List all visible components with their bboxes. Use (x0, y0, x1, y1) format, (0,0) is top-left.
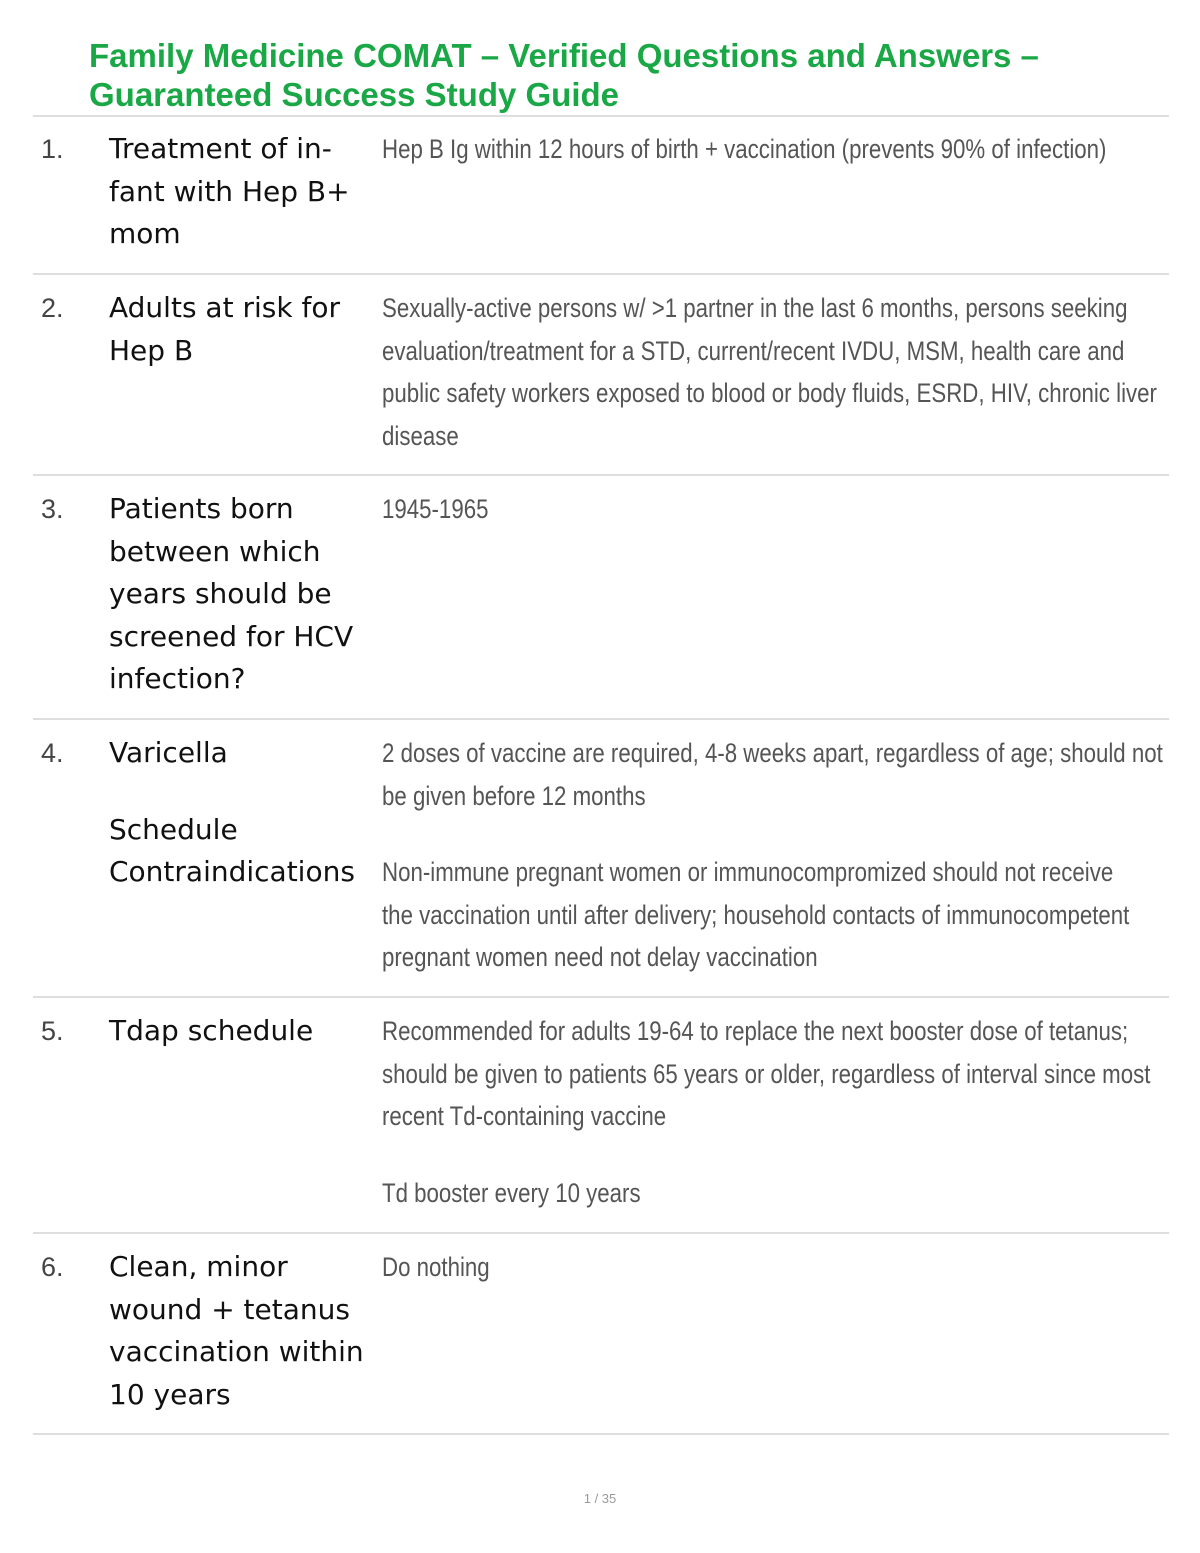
term-line: 10 years (109, 1377, 231, 1411)
term-line: infection? (109, 662, 246, 695)
term-line: screened for HCV (109, 619, 354, 653)
divider (33, 273, 1169, 275)
card-definition (382, 287, 1157, 457)
term-line: Varicella (109, 736, 228, 769)
definition-line: Recommended for adults 19-64 to replace the next booster dose of tetanus; (382, 1016, 1129, 1046)
card-number: 2. (41, 293, 64, 323)
card-number: 3. (41, 494, 64, 524)
page-number: 1 / 35 (583, 1491, 617, 1506)
term-line: wound + tetanus (109, 1292, 350, 1326)
definition-line: Hep B Ig within 12 hours of birth + vaccination (prevents 90% of infection) (382, 134, 1107, 164)
term-line: Treatment of in- (109, 132, 332, 165)
card-term (109, 287, 381, 372)
definition-line: public safety workers exposed to blood or body fluids, ESRD, HIV, chronic liver (382, 378, 1157, 408)
definition-line: recent Td-containing vaccine (382, 1101, 667, 1131)
definition-line: Do nothing (382, 1252, 490, 1282)
card-number: 1. (41, 134, 64, 164)
definition-line: should be given to patients 65 years or older, regardless of interval since most (382, 1058, 1151, 1089)
divider (33, 1433, 1169, 1435)
title-line: Guaranteed Success Study Guide (89, 76, 619, 113)
definition-line: Sexually-active persons w/ >1 partner in the last 6 months, persons seeking (382, 293, 1128, 323)
definition-line: disease (382, 420, 459, 451)
divider (33, 474, 1169, 476)
term-line: fant with Hep B+ (109, 174, 350, 208)
card-term (109, 1010, 381, 1053)
term-line: Patients born (109, 492, 294, 525)
definition-line: the vaccination until after delivery; household contacts of immunocompetent (382, 899, 1130, 930)
term-line: years should be (109, 577, 332, 610)
term-line: Hep B (109, 333, 194, 367)
term-line: vaccination within (109, 1335, 364, 1368)
card-definition (382, 488, 1037, 531)
card-term (109, 732, 409, 894)
term-line: between which (109, 534, 321, 568)
definition-spacer (382, 817, 1037, 851)
card-definition (382, 732, 1163, 979)
definition-line: evaluation/treatment for a STD, current/recent IVDU, MSM, health care and (382, 335, 1125, 366)
term-spacer (109, 775, 409, 809)
term-line: Schedule (109, 812, 238, 846)
card-number: 5. (41, 1016, 64, 1046)
document-title (89, 36, 1169, 114)
definition-line: 1945-1965 (382, 494, 489, 524)
card-number: 4. (41, 738, 64, 768)
title-line: Family Medicine COMAT – Verified Questions and Answers – (89, 37, 1039, 74)
card-term (109, 128, 381, 256)
definition-line: Non-immune pregnant women or immunocompromized should not receive (382, 857, 1114, 887)
term-line: Clean, minor (109, 1250, 288, 1283)
definition-spacer (382, 1138, 1037, 1172)
divider (33, 718, 1169, 720)
card-term (109, 488, 381, 701)
card-term (109, 1246, 381, 1416)
definition-line: pregnant women need not delay vaccination (382, 942, 818, 972)
definition-line: be given before 12 months (382, 780, 646, 811)
divider (33, 1232, 1169, 1234)
term-line: Contraindications (109, 855, 355, 888)
card-definition (382, 1010, 1151, 1214)
card-number: 6. (41, 1252, 64, 1282)
divider (33, 115, 1169, 117)
divider (33, 996, 1169, 998)
term-line: Adults at risk for (109, 291, 340, 324)
definition-line: 2 doses of vaccine are required, 4-8 weeks apart, regardless of age; should not (382, 738, 1163, 768)
card-definition (382, 1246, 1037, 1289)
term-line: mom (109, 217, 181, 250)
definition-line: Td booster every 10 years (382, 1177, 641, 1208)
term-line: Tdap schedule (109, 1014, 314, 1047)
card-definition (382, 128, 1107, 171)
